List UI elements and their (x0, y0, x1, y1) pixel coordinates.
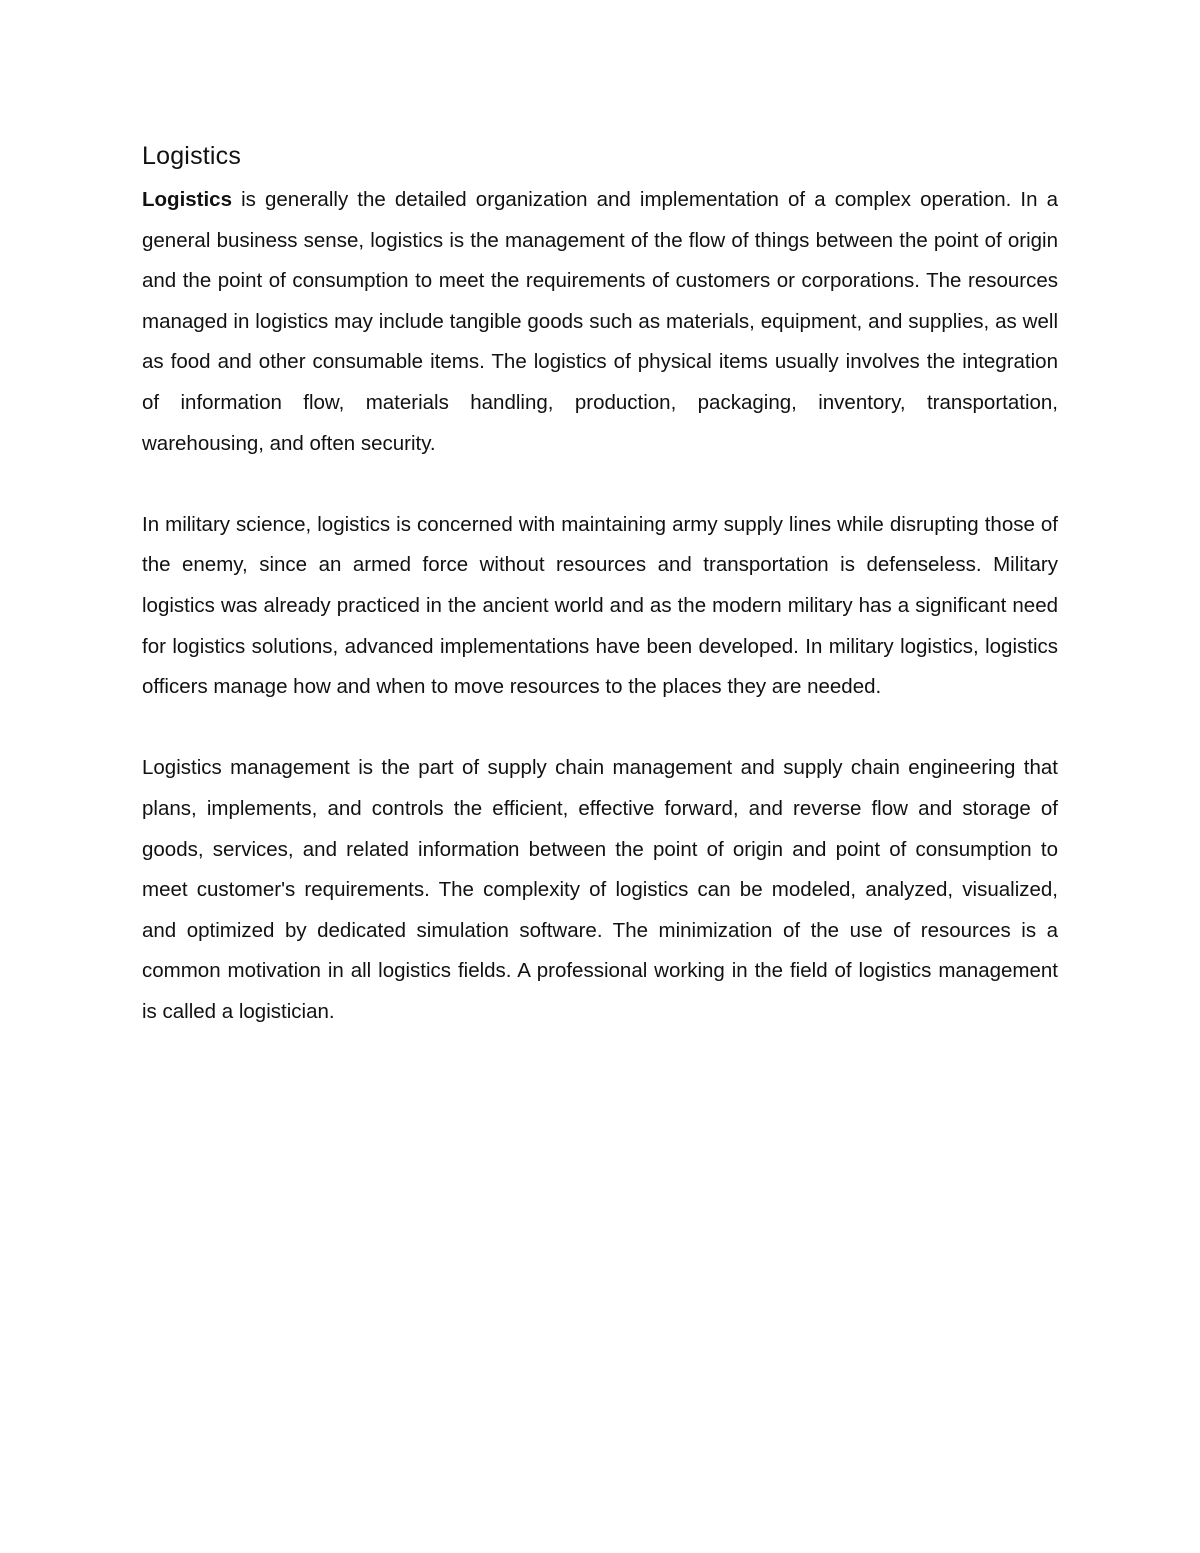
document-title: Logistics (142, 142, 242, 170)
paragraph-military-logistics: In military science, logistics is concerned with maintaining army supply lines while disrupting those of the enemy, since an armed force without resources and transportation is defenseless. Military logistics was already practiced in the ancient world and as the modern military has a significant need for logistics solutions, advanced implementations have been developed. In military logistics, logistics officers manage how and when to move resources to the places they are needed. (142, 512, 1058, 699)
paragraph-lead-term: Logistics (142, 188, 232, 211)
document-body (142, 136, 1058, 1032)
paragraph-logistics-management: Logistics management is the part of supply chain management and supply chain engineering that plans, implements, and controls the efficient, effective forward, and reverse flow and storage of goods, services, and related information between the point of origin and point of consumption to meet customer's requirements. The complexity of logistics can be modeled, analyzed, visualized, and optimized by dedicated simulation software. The minimization of the use of resources is a common motivation in all logistics fields. A professional working in the field of logistics management is called a logistician. (142, 756, 1058, 1023)
paragraph-definition (142, 180, 1058, 464)
paragraph-text: is generally the detailed organization and implementation of a complex operation. In a general business sense, logistics is the management of the flow of things between the point of origin and the point of consumption to meet the requirements of customers or corporations. The resources managed in logistics may include tangible goods such as materials, equipment, and supplies, as well as food and other consumable items. The logistics of physical items usually involves the integration of information flow, materials handling, production, packaging, inventory, transportation, warehousing, and often security. (142, 188, 1058, 455)
